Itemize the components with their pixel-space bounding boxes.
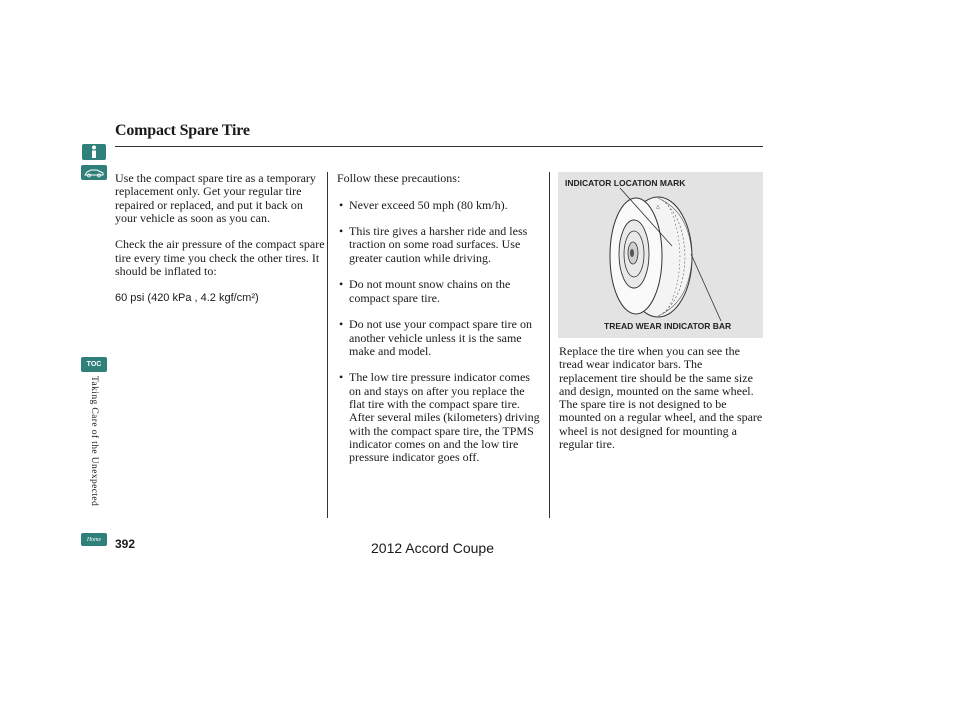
home-label: Home	[86, 536, 102, 543]
page-title: Compact Spare Tire	[115, 122, 250, 139]
car-icon	[83, 167, 105, 178]
toc-label: TOC	[86, 361, 102, 368]
toc-button[interactable]	[81, 357, 107, 372]
tread-wear-label: TREAD WEAR INDICATOR BAR	[604, 321, 732, 331]
precautions-intro: Follow these precautions:	[337, 171, 461, 185]
list-item: • Do not mount snow chains on the compact spare tire.	[337, 278, 543, 305]
home-button[interactable]	[81, 533, 107, 546]
indicator-location-label: INDICATOR LOCATION MARK	[565, 178, 686, 188]
chapter-label: Taking Care of the Unexpected	[89, 376, 99, 507]
list-item: • Never exceed 50 mph (80 km/h).	[337, 199, 543, 212]
list-item: • The low tire pressure indicator comes on and stays on after you replace the flat tire with the compact spare tire. After several miles (kilometers) driving with the compact spare tire, the TPMS indicator comes on and the low tire pressure indicator goes off.	[337, 371, 543, 464]
spare-usage-paragraph: Use the compact spare tire as a temporary replacement only. Get your regular tire repaired or replaced, and put it back on your vehicle as soon as you can.	[115, 171, 316, 225]
column-divider	[327, 172, 328, 518]
info-tab[interactable]	[82, 144, 106, 160]
page-number: 392	[115, 537, 136, 551]
svg-text:△: △	[656, 204, 660, 210]
footer-title: 2012 Accord Coupe	[371, 540, 494, 556]
title-divider	[115, 146, 763, 147]
list-item: • This tire gives a harsher ride and less traction on some road surfaces. Use greater caution while driving.	[337, 225, 543, 265]
tire-drawing	[558, 172, 763, 338]
info-icon	[89, 145, 99, 159]
car-tab[interactable]	[81, 165, 107, 180]
precautions-list	[337, 199, 543, 465]
pressure-spec: 60 psi (420 kPa , 4.2 kgf/cm²)	[115, 291, 259, 304]
replacement-paragraph: Replace the tire when you can see the tread wear indicator bars. The replacement tire should be the same size and design, mounted on the same wheel. The spare tire is not designed to be mounted on a regular wheel, and the spare wheel is not designed for mounting a regular tire.	[559, 344, 763, 452]
column-divider	[549, 172, 550, 518]
column-right	[559, 345, 763, 451]
pressure-check-paragraph: Check the air pressure of the compact spare tire every time you check the other tires. It should be inflated to:	[115, 237, 325, 279]
tire-illustration	[558, 172, 763, 338]
column-left	[115, 172, 325, 305]
list-item: • Do not use your compact spare tire on another vehicle unless it is the same make and model.	[337, 318, 543, 358]
column-middle	[337, 172, 543, 478]
